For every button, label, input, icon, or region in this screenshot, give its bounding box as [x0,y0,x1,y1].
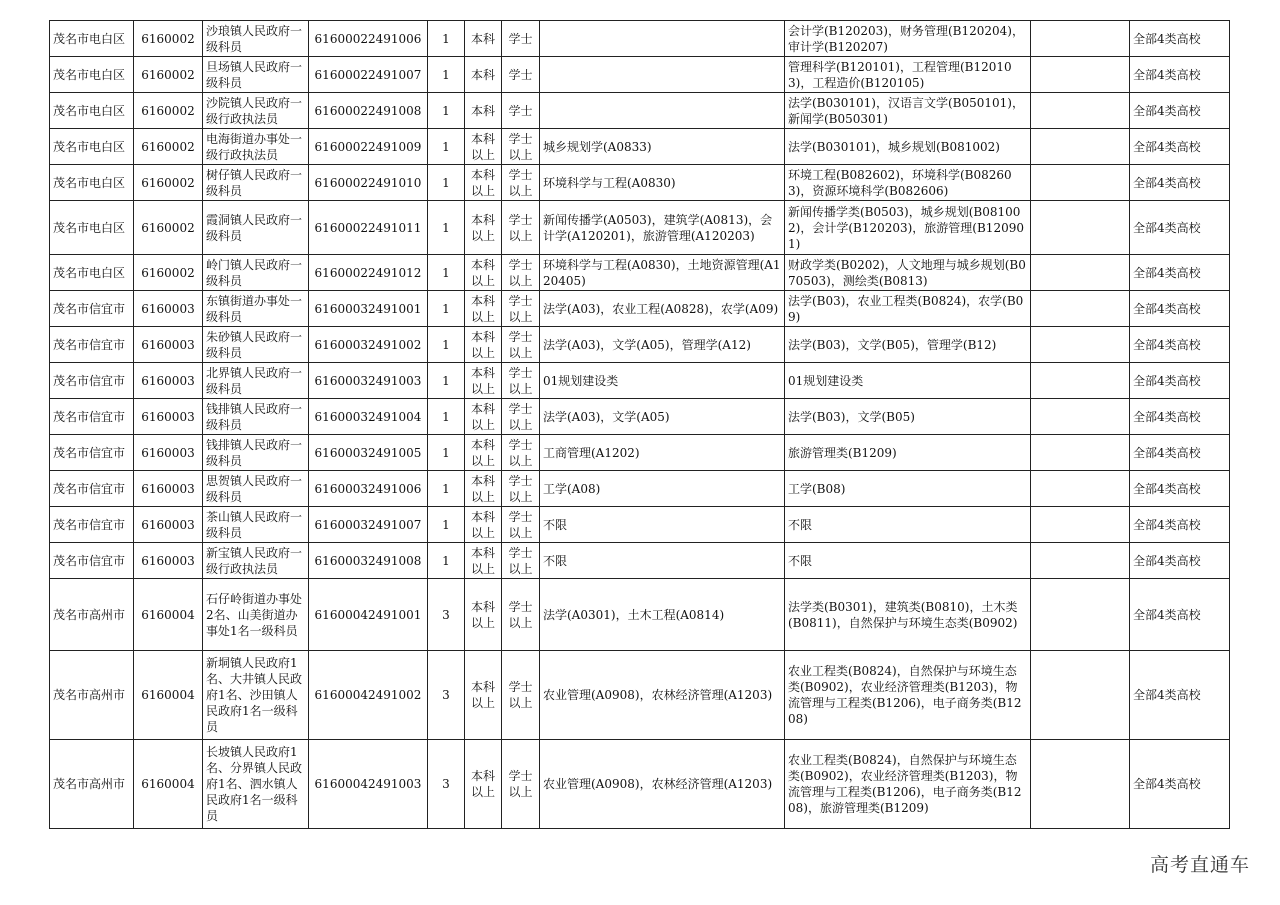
code-cell: 6160002 [134,255,203,291]
count-cell: 3 [428,740,465,829]
count-cell: 1 [428,327,465,363]
post-name-cell: 岭门镇人民政府一级科员 [203,255,309,291]
code-cell: 6160003 [134,435,203,471]
count-cell: 1 [428,507,465,543]
education-cell: 本科以上 [465,435,502,471]
school-type-cell: 全部4类高校 [1130,93,1230,129]
other-requirement-cell [1031,543,1130,579]
education-cell: 本科以上 [465,363,502,399]
graduate-major-cell: 法学(A0301)，土木工程(A0814) [540,579,785,651]
region-cell: 茂名市信宜市 [50,327,134,363]
education-cell: 本科 [465,21,502,57]
code-cell: 6160002 [134,93,203,129]
undergraduate-major-cell: 环境工程(B082602)，环境科学(B082603)，资源环境科学(B082606) [785,165,1031,201]
region-cell: 茂名市高州市 [50,740,134,829]
education-cell: 本科 [465,57,502,93]
degree-cell: 学士以上 [502,740,540,829]
school-type-cell: 全部4类高校 [1130,435,1230,471]
post-code-cell: 61600022491011 [309,201,428,255]
education-cell: 本科以上 [465,399,502,435]
graduate-major-cell: 城乡规划学(A0833) [540,129,785,165]
job-table-body [50,21,1230,829]
code-cell: 6160002 [134,201,203,255]
graduate-major-cell [540,21,785,57]
undergraduate-major-cell: 不限 [785,543,1031,579]
degree-cell: 学士以上 [502,201,540,255]
post-name-cell: 东镇街道办事处一级科员 [203,291,309,327]
table-row [50,129,1230,165]
count-cell: 3 [428,579,465,651]
code-cell: 6160002 [134,165,203,201]
other-requirement-cell [1031,129,1130,165]
post-name-cell: 沙琅镇人民政府一级科员 [203,21,309,57]
count-cell: 1 [428,201,465,255]
region-cell: 茂名市信宜市 [50,291,134,327]
table-row [50,399,1230,435]
post-code-cell: 61600022491008 [309,93,428,129]
school-type-cell: 全部4类高校 [1130,363,1230,399]
post-code-cell: 61600032491008 [309,543,428,579]
post-name-cell: 朱砂镇人民政府一级科员 [203,327,309,363]
post-code-cell: 61600042491003 [309,740,428,829]
undergraduate-major-cell: 法学类(B0301)，建筑类(B0810)，土木类(B0811)，自然保护与环境生态类(B0902) [785,579,1031,651]
graduate-major-cell [540,93,785,129]
degree-cell: 学士以上 [502,579,540,651]
code-cell: 6160003 [134,543,203,579]
degree-cell: 学士以上 [502,291,540,327]
school-type-cell: 全部4类高校 [1130,399,1230,435]
education-cell: 本科以上 [465,255,502,291]
undergraduate-major-cell: 不限 [785,507,1031,543]
graduate-major-cell: 环境科学与工程(A0830)，土地资源管理(A120405) [540,255,785,291]
count-cell: 1 [428,129,465,165]
table-row [50,363,1230,399]
post-code-cell: 61600022491009 [309,129,428,165]
graduate-major-cell: 01规划建设类 [540,363,785,399]
count-cell: 1 [428,93,465,129]
code-cell: 6160002 [134,129,203,165]
post-code-cell: 61600022491012 [309,255,428,291]
education-cell: 本科以上 [465,327,502,363]
table-row [50,471,1230,507]
table-row [50,255,1230,291]
school-type-cell: 全部4类高校 [1130,651,1230,740]
education-cell: 本科 [465,93,502,129]
region-cell: 茂名市信宜市 [50,363,134,399]
undergraduate-major-cell: 旅游管理类(B1209) [785,435,1031,471]
table-row [50,543,1230,579]
post-code-cell: 61600032491002 [309,327,428,363]
post-name-cell: 电海街道办事处一级行政执法员 [203,129,309,165]
table-row [50,651,1230,740]
school-type-cell: 全部4类高校 [1130,471,1230,507]
graduate-major-cell: 农业管理(A0908)，农林经济管理(A1203) [540,651,785,740]
table-row [50,327,1230,363]
table-row [50,740,1230,829]
degree-cell: 学士以上 [502,129,540,165]
region-cell: 茂名市信宜市 [50,471,134,507]
count-cell: 1 [428,399,465,435]
undergraduate-major-cell: 财政学类(B0202)，人文地理与城乡规划(B070503)，测绘类(B0813) [785,255,1031,291]
other-requirement-cell [1031,399,1130,435]
undergraduate-major-cell: 农业工程类(B0824)，自然保护与环境生态类(B0902)，农业经济管理类(B1203)，物流管理与工程类(B1206)，电子商务类(B1208) [785,651,1031,740]
graduate-major-cell [540,57,785,93]
count-cell: 1 [428,543,465,579]
undergraduate-major-cell: 01规划建设类 [785,363,1031,399]
other-requirement-cell [1031,21,1130,57]
undergraduate-major-cell: 工学(B08) [785,471,1031,507]
count-cell: 3 [428,651,465,740]
region-cell: 茂名市信宜市 [50,435,134,471]
education-cell: 本科以上 [465,507,502,543]
undergraduate-major-cell: 新闻传播学类(B0503)，城乡规划(B081002)，会计学(B120203)，旅游管理(B120901) [785,201,1031,255]
region-cell: 茂名市信宜市 [50,507,134,543]
table-row [50,201,1230,255]
post-code-cell: 61600022491007 [309,57,428,93]
education-cell: 本科以上 [465,201,502,255]
post-name-cell: 石仔岭街道办事处2名、山美街道办事处1名一级科员 [203,579,309,651]
degree-cell: 学士以上 [502,363,540,399]
other-requirement-cell [1031,579,1130,651]
code-cell: 6160002 [134,57,203,93]
degree-cell: 学士 [502,21,540,57]
school-type-cell: 全部4类高校 [1130,165,1230,201]
other-requirement-cell [1031,740,1130,829]
school-type-cell: 全部4类高校 [1130,255,1230,291]
education-cell: 本科以上 [465,579,502,651]
code-cell: 6160002 [134,21,203,57]
school-type-cell: 全部4类高校 [1130,327,1230,363]
graduate-major-cell: 新闻传播学(A0503)，建筑学(A0813)，会计学(A120201)，旅游管理(A120203) [540,201,785,255]
graduate-major-cell: 工商管理(A1202) [540,435,785,471]
count-cell: 1 [428,435,465,471]
region-cell: 茂名市电白区 [50,255,134,291]
undergraduate-major-cell: 法学(B03)，农业工程类(B0824)，农学(B09) [785,291,1031,327]
graduate-major-cell: 农业管理(A0908)，农林经济管理(A1203) [540,740,785,829]
other-requirement-cell [1031,291,1130,327]
degree-cell: 学士以上 [502,399,540,435]
region-cell: 茂名市电白区 [50,165,134,201]
post-code-cell: 61600032491003 [309,363,428,399]
count-cell: 1 [428,255,465,291]
undergraduate-major-cell: 农业工程类(B0824)，自然保护与环境生态类(B0902)，农业经济管理类(B1203)，物流管理与工程类(B1206)，电子商务类(B1208)，旅游管理类(B1209) [785,740,1031,829]
table-row [50,291,1230,327]
watermark: 高考直通车 [1149,854,1250,876]
other-requirement-cell [1031,327,1130,363]
post-code-cell: 61600022491006 [309,21,428,57]
post-name-cell: 钱排镇人民政府一级科员 [203,435,309,471]
code-cell: 6160003 [134,471,203,507]
post-code-cell: 61600032491004 [309,399,428,435]
school-type-cell: 全部4类高校 [1130,201,1230,255]
post-name-cell: 新垌镇人民政府1名、大井镇人民政府1名、沙田镇人民政府1名一级科员 [203,651,309,740]
degree-cell: 学士以上 [502,651,540,740]
graduate-major-cell: 环境科学与工程(A0830) [540,165,785,201]
graduate-major-cell: 不限 [540,507,785,543]
undergraduate-major-cell: 法学(B030101)，汉语言文学(B050101)，新闻学(B050301) [785,93,1031,129]
region-cell: 茂名市电白区 [50,57,134,93]
degree-cell: 学士以上 [502,543,540,579]
other-requirement-cell [1031,471,1130,507]
education-cell: 本科以上 [465,471,502,507]
other-requirement-cell [1031,255,1130,291]
graduate-major-cell: 不限 [540,543,785,579]
post-code-cell: 61600032491007 [309,507,428,543]
school-type-cell: 全部4类高校 [1130,129,1230,165]
post-code-cell: 61600032491005 [309,435,428,471]
school-type-cell: 全部4类高校 [1130,57,1230,93]
code-cell: 6160003 [134,363,203,399]
region-cell: 茂名市电白区 [50,201,134,255]
education-cell: 本科以上 [465,129,502,165]
post-name-cell: 新宝镇人民政府一级行政执法员 [203,543,309,579]
post-name-cell: 思贺镇人民政府一级科员 [203,471,309,507]
post-name-cell: 钱排镇人民政府一级科员 [203,399,309,435]
count-cell: 1 [428,363,465,399]
undergraduate-major-cell: 法学(B030101)，城乡规划(B081002) [785,129,1031,165]
code-cell: 6160004 [134,740,203,829]
region-cell: 茂名市电白区 [50,21,134,57]
post-code-cell: 61600032491006 [309,471,428,507]
post-name-cell: 长坡镇人民政府1名、分界镇人民政府1名、泗水镇人民政府1名一级科员 [203,740,309,829]
table-row [50,57,1230,93]
code-cell: 6160004 [134,651,203,740]
other-requirement-cell [1031,363,1130,399]
degree-cell: 学士以上 [502,165,540,201]
region-cell: 茂名市信宜市 [50,543,134,579]
degree-cell: 学士以上 [502,471,540,507]
post-code-cell: 61600042491002 [309,651,428,740]
count-cell: 1 [428,21,465,57]
post-code-cell: 61600042491001 [309,579,428,651]
other-requirement-cell [1031,435,1130,471]
degree-cell: 学士以上 [502,327,540,363]
degree-cell: 学士以上 [502,255,540,291]
region-cell: 茂名市信宜市 [50,399,134,435]
undergraduate-major-cell: 管理科学(B120101)，工程管理(B120103)，工程造价(B120105) [785,57,1031,93]
code-cell: 6160003 [134,291,203,327]
table-row [50,507,1230,543]
code-cell: 6160004 [134,579,203,651]
education-cell: 本科以上 [465,543,502,579]
post-code-cell: 61600032491001 [309,291,428,327]
region-cell: 茂名市电白区 [50,93,134,129]
other-requirement-cell [1031,651,1130,740]
school-type-cell: 全部4类高校 [1130,579,1230,651]
region-cell: 茂名市高州市 [50,651,134,740]
undergraduate-major-cell: 会计学(B120203)，财务管理(B120204)，审计学(B120207) [785,21,1031,57]
code-cell: 6160003 [134,399,203,435]
post-name-cell: 茶山镇人民政府一级科员 [203,507,309,543]
other-requirement-cell [1031,507,1130,543]
table-row [50,21,1230,57]
education-cell: 本科以上 [465,291,502,327]
graduate-major-cell: 法学(A03)，文学(A05) [540,399,785,435]
degree-cell: 学士以上 [502,435,540,471]
education-cell: 本科以上 [465,740,502,829]
table-row [50,165,1230,201]
post-name-cell: 树仔镇人民政府一级科员 [203,165,309,201]
region-cell: 茂名市电白区 [50,129,134,165]
undergraduate-major-cell: 法学(B03)，文学(B05) [785,399,1031,435]
education-cell: 本科以上 [465,651,502,740]
undergraduate-major-cell: 法学(B03)，文学(B05)，管理学(B12) [785,327,1031,363]
other-requirement-cell [1031,165,1130,201]
other-requirement-cell [1031,57,1130,93]
school-type-cell: 全部4类高校 [1130,740,1230,829]
education-cell: 本科以上 [465,165,502,201]
post-name-cell: 沙院镇人民政府一级行政执法员 [203,93,309,129]
post-name-cell: 旦场镇人民政府一级科员 [203,57,309,93]
post-name-cell: 北界镇人民政府一级科员 [203,363,309,399]
graduate-major-cell: 法学(A03)，文学(A05)，管理学(A12) [540,327,785,363]
count-cell: 1 [428,57,465,93]
count-cell: 1 [428,471,465,507]
graduate-major-cell: 法学(A03)，农业工程(A0828)，农学(A09) [540,291,785,327]
other-requirement-cell [1031,93,1130,129]
other-requirement-cell [1031,201,1130,255]
table-row [50,93,1230,129]
school-type-cell: 全部4类高校 [1130,291,1230,327]
code-cell: 6160003 [134,327,203,363]
job-table [49,20,1230,829]
count-cell: 1 [428,165,465,201]
post-name-cell: 霞洞镇人民政府一级科员 [203,201,309,255]
degree-cell: 学士 [502,57,540,93]
code-cell: 6160003 [134,507,203,543]
region-cell: 茂名市高州市 [50,579,134,651]
school-type-cell: 全部4类高校 [1130,543,1230,579]
graduate-major-cell: 工学(A08) [540,471,785,507]
table-row [50,435,1230,471]
school-type-cell: 全部4类高校 [1130,507,1230,543]
count-cell: 1 [428,291,465,327]
table-row [50,579,1230,651]
post-code-cell: 61600022491010 [309,165,428,201]
school-type-cell: 全部4类高校 [1130,21,1230,57]
degree-cell: 学士 [502,93,540,129]
degree-cell: 学士以上 [502,507,540,543]
